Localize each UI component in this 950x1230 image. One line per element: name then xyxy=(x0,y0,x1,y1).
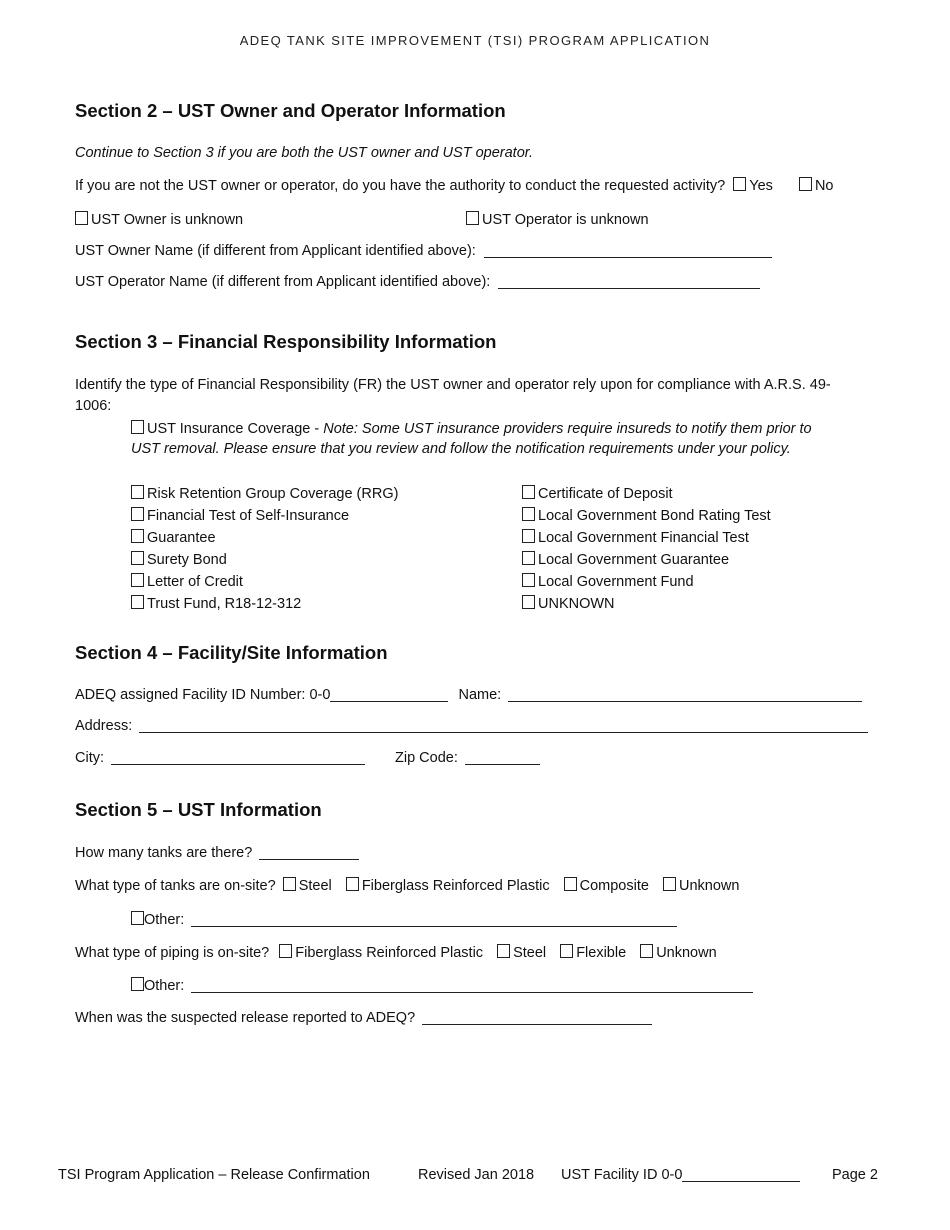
zip-row xyxy=(395,750,540,766)
footer-revised: Revised Jan 2018 xyxy=(418,1167,535,1183)
facility-id-field[interactable] xyxy=(330,687,448,702)
footer-doc-title: TSI Program Application – Release Confirmation xyxy=(58,1167,370,1183)
fr-checkbox[interactable] xyxy=(522,573,535,587)
piping-type-label: Flexible xyxy=(576,945,627,961)
section-5-title: Section 5 – UST Information xyxy=(75,799,322,820)
section-2-note: Continue to Section 3 if you are both the UST owner and UST operator. xyxy=(75,145,534,161)
release-row xyxy=(75,1010,652,1026)
insurance-note-line2: UST removal. Please ensure that you review and follow the notification requirements under your policy. xyxy=(131,441,791,457)
piping-other-field[interactable] xyxy=(191,978,753,993)
fr-option-label: Surety Bond xyxy=(147,552,227,568)
fr-option xyxy=(131,483,398,505)
fr-options-left xyxy=(131,483,398,615)
section-3-title: Section 3 – Financial Responsibility Information xyxy=(75,331,497,352)
fr-option-label: Financial Test of Self-Insurance xyxy=(147,508,350,524)
operator-unknown-option xyxy=(466,211,649,228)
facility-name-field[interactable] xyxy=(508,687,862,702)
fr-option xyxy=(522,549,771,571)
facility-name-label: Name: xyxy=(458,687,502,703)
tank-other-field[interactable] xyxy=(191,912,677,927)
tank-type-label: Composite xyxy=(579,878,649,894)
piping-other-checkbox[interactable] xyxy=(131,977,144,991)
facility-id-label: ADEQ assigned Facility ID Number: 0-0 xyxy=(75,687,331,703)
fr-checkbox[interactable] xyxy=(522,551,535,565)
tank-type-label: Steel xyxy=(298,878,332,894)
authority-question: If you are not the UST owner or operator, do you have the authority to conduct the requested activity? xyxy=(75,178,726,194)
operator-name-label: UST Operator Name (if different from Applicant identified above): xyxy=(75,274,491,290)
piping-type-checkbox[interactable] xyxy=(560,944,573,958)
fr-checkbox[interactable] xyxy=(522,507,535,521)
tank-type-question: What type of tanks are on-site? xyxy=(75,878,276,894)
owner-name-label: UST Owner Name (if different from Applicant identified above): xyxy=(75,243,476,259)
owner-unknown-option xyxy=(75,211,243,228)
tank-count-label: How many tanks are there? xyxy=(75,845,253,861)
fr-option-label: Certificate of Deposit xyxy=(538,486,673,502)
authority-question-row xyxy=(75,177,833,194)
owner-unknown-checkbox[interactable] xyxy=(75,211,88,225)
fr-checkbox[interactable] xyxy=(522,529,535,543)
operator-unknown-label: UST Operator is unknown xyxy=(482,212,649,228)
authority-no-label: No xyxy=(814,178,834,194)
fr-option-label: UNKNOWN xyxy=(538,596,615,612)
city-row xyxy=(75,750,365,766)
fr-option xyxy=(131,527,398,549)
fr-intro-line1: Identify the type of Financial Responsibility (FR) the UST owner and operator rely upon for compliance with A.R.S. 49- xyxy=(75,377,831,393)
owner-unknown-label: UST Owner is unknown xyxy=(91,212,244,228)
fr-checkbox[interactable] xyxy=(131,551,144,565)
fr-option-label: Local Government Financial Test xyxy=(538,530,749,546)
tank-other-checkbox[interactable] xyxy=(131,911,144,925)
fr-option-label: Local Government Guarantee xyxy=(538,552,730,568)
piping-other-label: Other: xyxy=(144,978,185,994)
city-label: City: xyxy=(75,750,104,766)
fr-option xyxy=(131,549,398,571)
operator-unknown-checkbox[interactable] xyxy=(466,211,479,225)
fr-checkbox[interactable] xyxy=(131,573,144,587)
fr-option xyxy=(131,571,398,593)
fr-option-label: Guarantee xyxy=(147,530,216,546)
piping-type-label: Steel xyxy=(513,945,547,961)
fr-option-label: Local Government Fund xyxy=(538,574,694,590)
authority-yes-label: Yes xyxy=(749,178,773,194)
piping-type-row xyxy=(75,944,717,961)
fr-checkbox[interactable] xyxy=(131,507,144,521)
fr-option-label: Risk Retention Group Coverage (RRG) xyxy=(147,486,399,502)
city-field[interactable] xyxy=(111,750,365,765)
fr-option-label: Letter of Credit xyxy=(147,574,243,590)
footer-page-number: Page 2 xyxy=(832,1167,878,1183)
fr-option xyxy=(522,593,771,615)
fr-checkbox[interactable] xyxy=(131,529,144,543)
release-date-field[interactable] xyxy=(422,1010,652,1025)
facility-id-row xyxy=(75,687,862,703)
fr-option xyxy=(522,571,771,593)
section-2-title: Section 2 – UST Owner and Operator Information xyxy=(75,100,506,121)
page-header: ADEQ TANK SITE IMPROVEMENT (TSI) PROGRAM APPLICATION xyxy=(239,33,711,48)
fr-intro-line2: 1006: xyxy=(75,398,112,414)
fr-option xyxy=(522,483,771,505)
piping-type-checkbox[interactable] xyxy=(279,944,292,958)
operator-name-field[interactable] xyxy=(498,274,760,289)
address-field[interactable] xyxy=(139,718,868,733)
address-row xyxy=(75,718,868,734)
fr-option-label: Local Government Bond Rating Test xyxy=(538,508,771,524)
piping-type-checkbox[interactable] xyxy=(497,944,510,958)
authority-no-checkbox[interactable] xyxy=(799,177,812,191)
piping-question: What type of piping is on-site? xyxy=(75,945,270,961)
section-4-title: Section 4 – Facility/Site Information xyxy=(75,642,388,663)
owner-name-row xyxy=(75,243,772,259)
fr-checkbox[interactable] xyxy=(131,485,144,499)
tank-type-checkbox[interactable] xyxy=(663,877,676,891)
insurance-label: UST Insurance Coverage - xyxy=(147,421,320,437)
tank-type-row xyxy=(75,877,739,894)
footer-facility-id-label: UST Facility ID 0-0 xyxy=(561,1167,683,1183)
fr-option xyxy=(522,505,771,527)
piping-type-label: Fiberglass Reinforced Plastic xyxy=(295,945,484,961)
authority-yes-checkbox[interactable] xyxy=(733,177,746,191)
tank-type-checkbox[interactable] xyxy=(346,877,359,891)
fr-option xyxy=(522,527,771,549)
tank-type-label: Unknown xyxy=(678,878,740,894)
address-label: Address: xyxy=(75,718,133,734)
piping-type-label: Unknown xyxy=(656,945,717,961)
owner-name-field[interactable] xyxy=(484,243,772,258)
zip-label: Zip Code: xyxy=(395,750,458,766)
release-label: When was the suspected release reported to ADEQ? xyxy=(75,1010,416,1026)
insurance-option xyxy=(131,420,812,437)
tank-other-row xyxy=(131,911,677,928)
tank-count-field[interactable] xyxy=(259,845,359,860)
fr-option-label: Trust Fund, R18-12-312 xyxy=(147,596,302,612)
operator-name-row xyxy=(75,274,760,290)
fr-option xyxy=(131,505,398,527)
fr-options-right xyxy=(522,483,771,615)
fr-checkbox[interactable] xyxy=(522,595,535,609)
insurance-checkbox[interactable] xyxy=(131,420,144,434)
footer-facility-id-field[interactable] xyxy=(682,1167,800,1182)
piping-type-checkbox[interactable] xyxy=(640,944,653,958)
tank-count-row xyxy=(75,845,359,861)
zip-field[interactable] xyxy=(465,750,540,765)
fr-checkbox[interactable] xyxy=(131,595,144,609)
tank-type-checkbox[interactable] xyxy=(283,877,296,891)
piping-other-row xyxy=(131,977,753,994)
footer-facility-id xyxy=(561,1167,800,1183)
tank-type-checkbox[interactable] xyxy=(564,877,577,891)
fr-checkbox[interactable] xyxy=(522,485,535,499)
tank-type-label: Fiberglass Reinforced Plastic xyxy=(361,878,550,894)
insurance-note-line1: Note: Some UST insurance providers require insureds to notify them prior to xyxy=(323,421,812,437)
fr-option xyxy=(131,593,398,615)
tank-other-label: Other: xyxy=(144,912,185,928)
